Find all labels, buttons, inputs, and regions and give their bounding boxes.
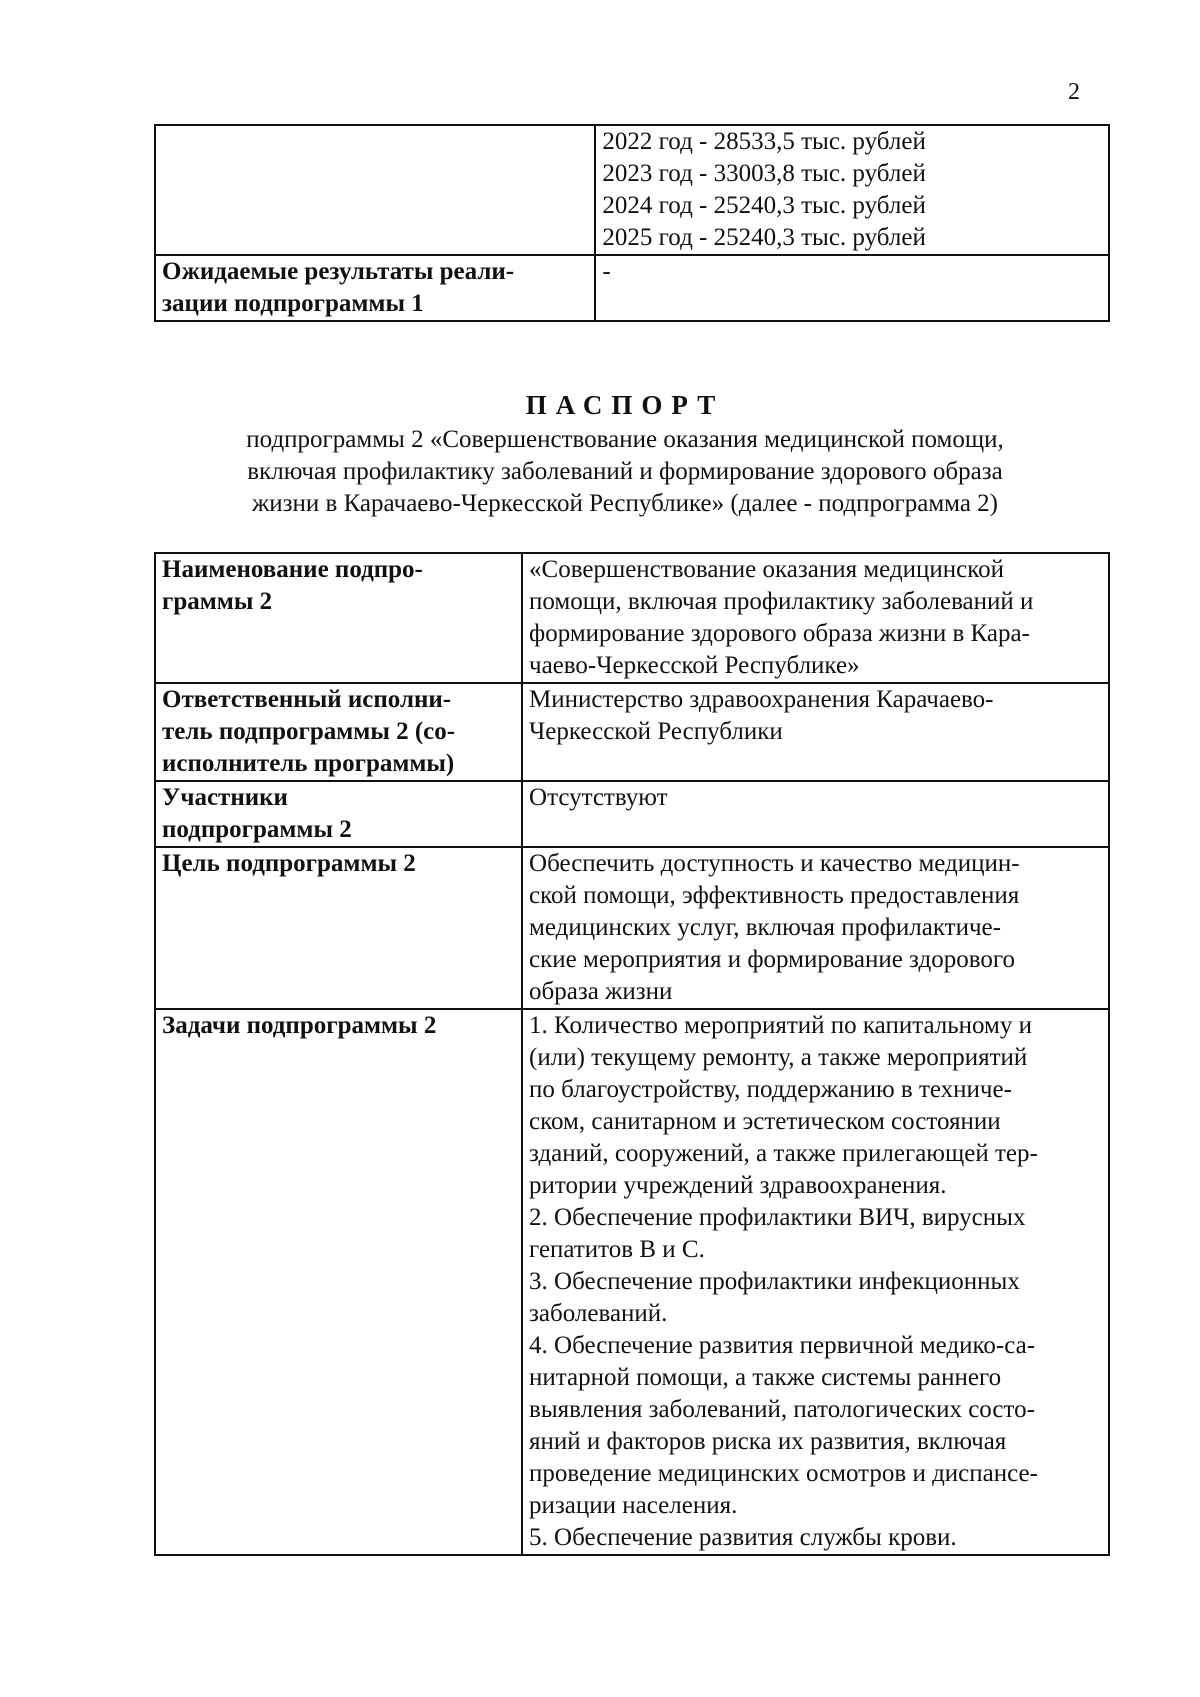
value-line: «Совершенствование оказания медицинской (529, 556, 1005, 583)
value-line: выявления заболеваний, патологических состо- (529, 1396, 1035, 1423)
value-line: помощи, включая профилактику заболеваний и (529, 588, 1034, 615)
table-row (155, 847, 1109, 1009)
table-row (155, 255, 1109, 321)
value-line: яний и факторов риска их развития, включая (529, 1428, 1007, 1455)
value-line: 5. Обеспечение развития службы крови. (529, 1524, 957, 1551)
value-line: нитарной помощи, а также системы раннего (529, 1364, 1002, 1391)
table-row (155, 125, 1109, 255)
tasks-value-cell (522, 1009, 1109, 1555)
funding-cell (595, 125, 1109, 255)
page-number: 2 (1068, 79, 1080, 105)
subtitle-line: жизни в Карачаево-Черкесской Республике» (далее - подпрограмма 2) (252, 490, 998, 517)
value-line: Черкесской Республики (529, 718, 783, 745)
value-line: ритории учреждений здравоохранения. (529, 1172, 947, 1199)
value-line: ской помощи, эффективность предоставления (529, 882, 1020, 909)
value-line: (или) текущему ремонту, а также мероприятий (529, 1044, 1028, 1071)
executor-value-cell (522, 683, 1109, 781)
value-line: 4. Обеспечение развития первичной медико-са- (529, 1332, 1036, 1359)
results-value: - (602, 258, 611, 285)
table-row (155, 553, 1109, 683)
label-line: Задачи подпрограммы 2 (162, 1012, 437, 1039)
table-row (155, 781, 1109, 847)
funding-line: 2022 год - 28533,5 тыс. рублей (602, 128, 926, 155)
label-line: Участники (162, 784, 288, 811)
funding-line: 2024 год - 25240,3 тыс. рублей (602, 192, 926, 219)
value-line: по благоустройству, поддержанию в техниче- (529, 1076, 1012, 1103)
value-line: 1. Количество мероприятий по капитальному и (529, 1012, 1032, 1039)
label-line: исполнитель программы) (162, 750, 455, 777)
executor-label-cell (155, 683, 522, 781)
label-line: Ожидаемые результаты реали- (162, 258, 515, 285)
label-line: тель подпрограммы 2 (со- (162, 718, 456, 745)
value-line: 2. Обеспечение профилактики ВИЧ, вирусных (529, 1204, 1026, 1231)
table-row (155, 1009, 1109, 1555)
funding-line: 2023 год - 33003,8 тыс. рублей (602, 160, 926, 187)
goal-value-cell (522, 847, 1109, 1009)
value-line: образа жизни (529, 978, 673, 1005)
goal-label-cell (155, 847, 522, 1009)
value-line: Отсутствуют (529, 784, 668, 811)
passport-table (154, 552, 1110, 1556)
value-line: заболеваний. (529, 1300, 668, 1327)
value-line: гепатитов В и С. (529, 1236, 705, 1263)
value-line: зданий, сооружений, а также прилегающей тер- (529, 1140, 1038, 1167)
value-line: 3. Обеспечение профилактики инфекционных (529, 1268, 1020, 1295)
results-label-cell (155, 255, 595, 321)
value-line: медицинских услуг, включая профилактиче- (529, 914, 1001, 941)
participants-label-cell (155, 781, 522, 847)
results-value-cell (595, 255, 1109, 321)
label-line: Цель подпрограммы 2 (162, 850, 416, 877)
value-line: Обеспечить доступность и качество медицин- (529, 850, 1020, 877)
value-line: ризации населения. (529, 1492, 738, 1519)
value-line: проведение медицинских осмотров и диспансе- (529, 1460, 1038, 1487)
funding-line: 2025 год - 25240,3 тыс. рублей (602, 224, 926, 251)
name-label-cell (155, 553, 522, 683)
participants-value-cell (522, 781, 1109, 847)
label-line: граммы 2 (162, 588, 273, 615)
funding-table (154, 124, 1110, 322)
passport-title: ПАСПОРТ (525, 390, 725, 420)
label-line: подпрограммы 2 (162, 816, 352, 843)
table-row (155, 683, 1109, 781)
subtitle-line: включая профилактику заболеваний и формирование здорового образа (247, 458, 1003, 485)
label-line: Наименование подпро- (162, 556, 423, 583)
label-line: зации подпрограммы 1 (162, 290, 424, 317)
value-line: ские мероприятия и формирование здорового (529, 946, 1015, 973)
value-line: ском, санитарном и эстетическом состоянии (529, 1108, 1001, 1135)
passport-subtitle (0, 424, 1200, 520)
value-line: Министерство здравоохранения Карачаево- (529, 686, 994, 713)
tasks-label-cell (155, 1009, 522, 1555)
label-line: Ответственный исполни- (162, 686, 452, 713)
value-line: формирование здорового образа жизни в Кара- (529, 620, 1030, 647)
empty-label-cell (155, 125, 595, 255)
name-value-cell (522, 553, 1109, 683)
subtitle-line: подпрограммы 2 «Совершенствование оказания медицинской помощи, (246, 426, 1004, 453)
value-line: чаево-Черкесской Республике» (529, 652, 860, 679)
